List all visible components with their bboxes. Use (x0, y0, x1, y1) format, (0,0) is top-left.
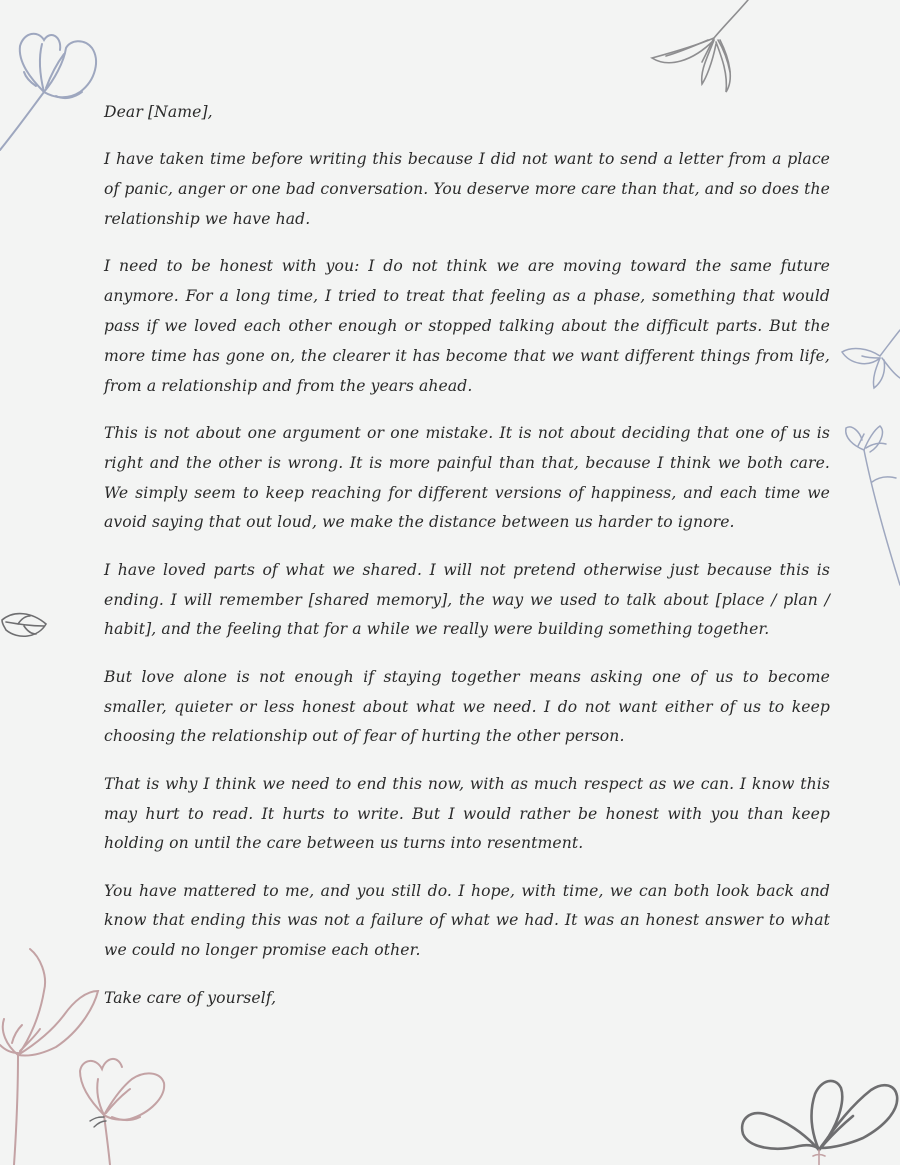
closing: Take care of yourself, (104, 988, 277, 1007)
paragraph-5: But love alone is not enough if staying together means asking one of us to become smaller, quieter or less honest about what we need. I do not want either of us to keep choosing the relationship out of fear of hurting the other person. (104, 667, 830, 746)
paragraph-1: I have taken time before writing this because I did not want to send a letter from a place of panic, anger or one bad conversation. You deserve more care than that, and so does the relationship we have had. (104, 150, 830, 228)
paragraph-7: You have mattered to me, and you still do. I hope, with time, we can both look back and know that ending this was not a failure of what we had. It was an honest answer to what we could no longer promise each other. (104, 881, 830, 960)
flower-top-right-decoration (640, 0, 770, 100)
flower-bottom-right-decoration (735, 1030, 900, 1165)
paragraph-6: That is why I think we need to end this now, with as much respect as we can. I know this may hurt to read. It hurts to write. But I would rather be honest with you than keep holding on until the care between us turns into resentment. (104, 774, 830, 853)
paragraph-2: I need to be honest with you: I do not think we are moving toward the same future anymore. For a long time, I tried to treat that feeling as a phase, something that would pass if we loved each other enough or stopped talking about the difficult parts. But the more time has gone on, the clearer it has become that we want different things from life, from a relationship and from the years ahead. (104, 257, 830, 395)
salutation: Dear [Name], (104, 103, 213, 121)
paragraph-3: This is not about one argument or one mistake. It is not about deciding that one of us is right and the other is wrong. It is more painful than that, because I think we both care. We simply seem to keep reaching for different versions of happiness, and each time we avoid saying that out loud, we make the distance between us harder to ignore. (104, 423, 830, 532)
leaf-left-decoration (0, 604, 56, 646)
paragraph-4: I have loved parts of what we shared. I will not pretend otherwise just because this is ending. I will remember [shared memory], the way we used to talk about [place / plan / habit], and the feeling that for a while we really were building something together. (104, 560, 830, 639)
flower-right-upper-decoration (838, 318, 900, 398)
flower-right-lower-decoration (836, 420, 900, 590)
letter-body (104, 98, 830, 1031)
